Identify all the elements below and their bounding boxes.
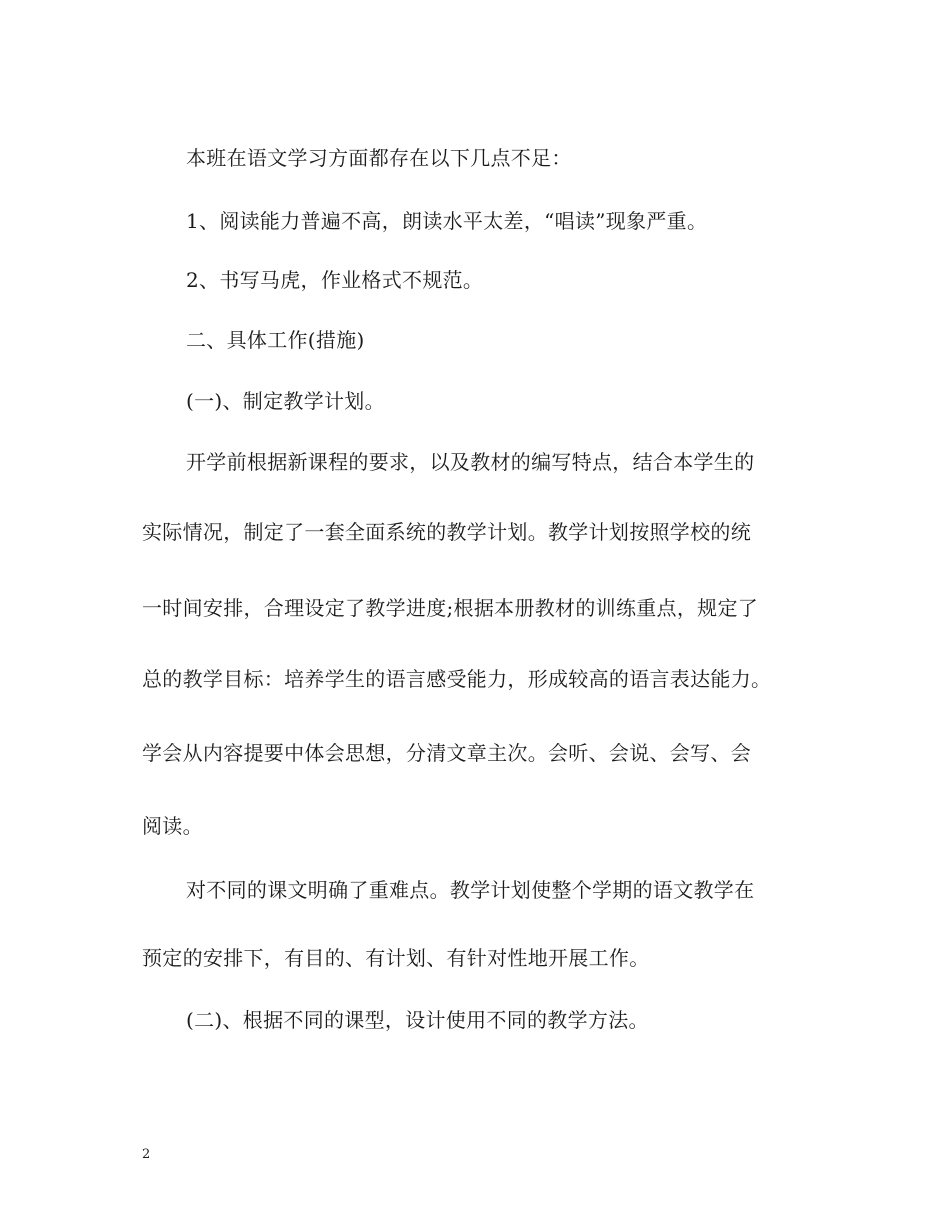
paragraph-line: 本班在语文学习方面都存在以下几点不足：: [186, 146, 572, 170]
paragraph-line: 实际情况，制定了一套全面系统的教学计划。教学计划按照学校的统: [142, 520, 751, 544]
paragraph-line: 预定的安排下，有目的、有计划、有针对性地开展工作。: [142, 946, 650, 970]
subsection-heading: (一)、制定教学计划。: [186, 389, 385, 413]
section-heading: 二、具体工作(措施): [186, 328, 365, 352]
paragraph-line: 2、书写马虎，作业格式不规范。: [186, 268, 484, 292]
subsection-heading: (二)、根据不同的课型，设计使用不同的教学方法。: [186, 1008, 649, 1032]
paragraph-line: 总的教学目标：培养学生的语言感受能力，形成较高的语言表达能力。: [142, 667, 772, 691]
paragraph-line: 1、阅读能力普遍不高，朗读水平太差，“唱读”现象严重。: [186, 209, 708, 233]
paragraph-line: 开学前根据新课程的要求，以及教材的编写特点，结合本学生的: [186, 450, 755, 474]
paragraph-line: 对不同的课文明确了重难点。教学计划使整个学期的语文教学在: [186, 878, 755, 902]
page-number: 2: [142, 1147, 151, 1162]
paragraph-line: 学会从内容提要中体会思想，分清文章主次。会听、会说、会写、会: [142, 741, 751, 765]
paragraph-line: 阅读。: [142, 814, 203, 838]
paragraph-line: 一时间安排，合理设定了教学进度;根据本册教材的训练重点，规定了: [142, 596, 759, 620]
